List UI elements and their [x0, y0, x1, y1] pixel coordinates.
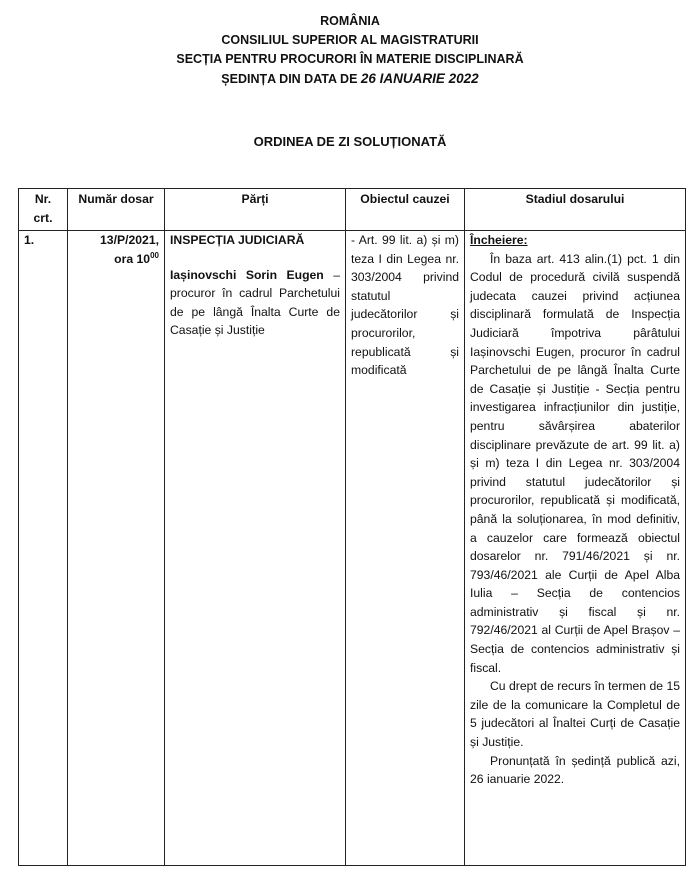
- defendant: [170, 266, 340, 340]
- row-nr: 1.: [19, 231, 68, 866]
- agenda-title: ORDINEA DE ZI SOLUȚIONATĂ: [253, 134, 447, 149]
- table-row: [19, 231, 686, 866]
- header-session: [0, 69, 700, 89]
- case-number: 13/P/2021,: [100, 233, 159, 247]
- row-status: [465, 231, 686, 866]
- header-country: ROMÂNIA: [320, 14, 380, 28]
- document-header: [0, 12, 700, 89]
- session-date: 26 IANUARIE 2022: [360, 71, 479, 86]
- table-header-row: [19, 189, 686, 231]
- status-appeal: Cu drept de recurs în termen de 15 zile de la comunicare la Completul de 5 judecători al Înaltei Curți de Casație și Justiție.: [470, 679, 680, 750]
- defendant-name: Iașinovschi Sorin Eugen: [170, 267, 324, 282]
- row-object: - Art. 99 lit. a) și m) teza I din Legea nr. 303/2004 privind statutul judecătorilor și procurorilor, republicată și modificată: [346, 231, 465, 866]
- header-section: SECȚIA PENTRU PROCURORI ÎN MATERIE DISCIPLINARĂ: [176, 52, 524, 66]
- agenda-table: [18, 188, 686, 866]
- case-time-minutes: 00: [150, 250, 159, 260]
- defendant-description: – procuror în cadrul Parchetului de pe lângă Înalta Curte de Casație și Justiție: [170, 267, 340, 338]
- status-ruling: În baza art. 413 alin.(1) pct. 1 din Codul de procedură civilă suspendă judecata cauzei privind acțiunea disciplinară formulată de Inspecția Judiciară împotriva pârâtului Iașinovschi Eugen, procuror în cadrul Parchetului de pe lângă Înalta Curte de Casație și Justiție - Secția pentru investigarea infracțiunilor din justiție, pentru săvârșirea abaterilor disciplinare prevăzute de art. 99 lit. a) și m) teza I din Legea nr. 303/2004 privind statutul judecătorilor și procurorilor, republicată și modificată, până la soluționarea, în mod definitiv, a cauzelor care formează obiectul dosarelor nr. 791/46/2021 și nr. 793/46/2021 ale Curții de Apel Alba Iulia – Secția de contencios administrativ și fiscal și nr. 792/46/2021 al Curții de Apel Brașov – Secția de contencios administrativ și fiscal.: [470, 251, 680, 675]
- header-council: CONSILIUL SUPERIOR AL MAGISTRATURII: [221, 33, 479, 47]
- session-prefix: ȘEDINȚA DIN DATA DE: [221, 72, 358, 86]
- plaintiff: INSPECȚIA JUDICIARĂ: [170, 233, 305, 247]
- row-parties: [165, 231, 346, 866]
- case-time-text: ora 10: [114, 251, 151, 266]
- case-time: [73, 250, 159, 269]
- header-parties: Părți: [165, 189, 346, 231]
- header-nr: Nr. crt.: [19, 189, 68, 231]
- header-object: Obiectul cauzei: [346, 189, 465, 231]
- status-pronounced: Pronunțată în ședință publică azi, 26 ianuarie 2022.: [470, 753, 680, 787]
- header-case-number: Număr dosar: [68, 189, 165, 231]
- header-status: Stadiul dosarului: [465, 189, 686, 231]
- status-label: Încheiere:: [470, 233, 528, 247]
- row-case-number: [68, 231, 165, 866]
